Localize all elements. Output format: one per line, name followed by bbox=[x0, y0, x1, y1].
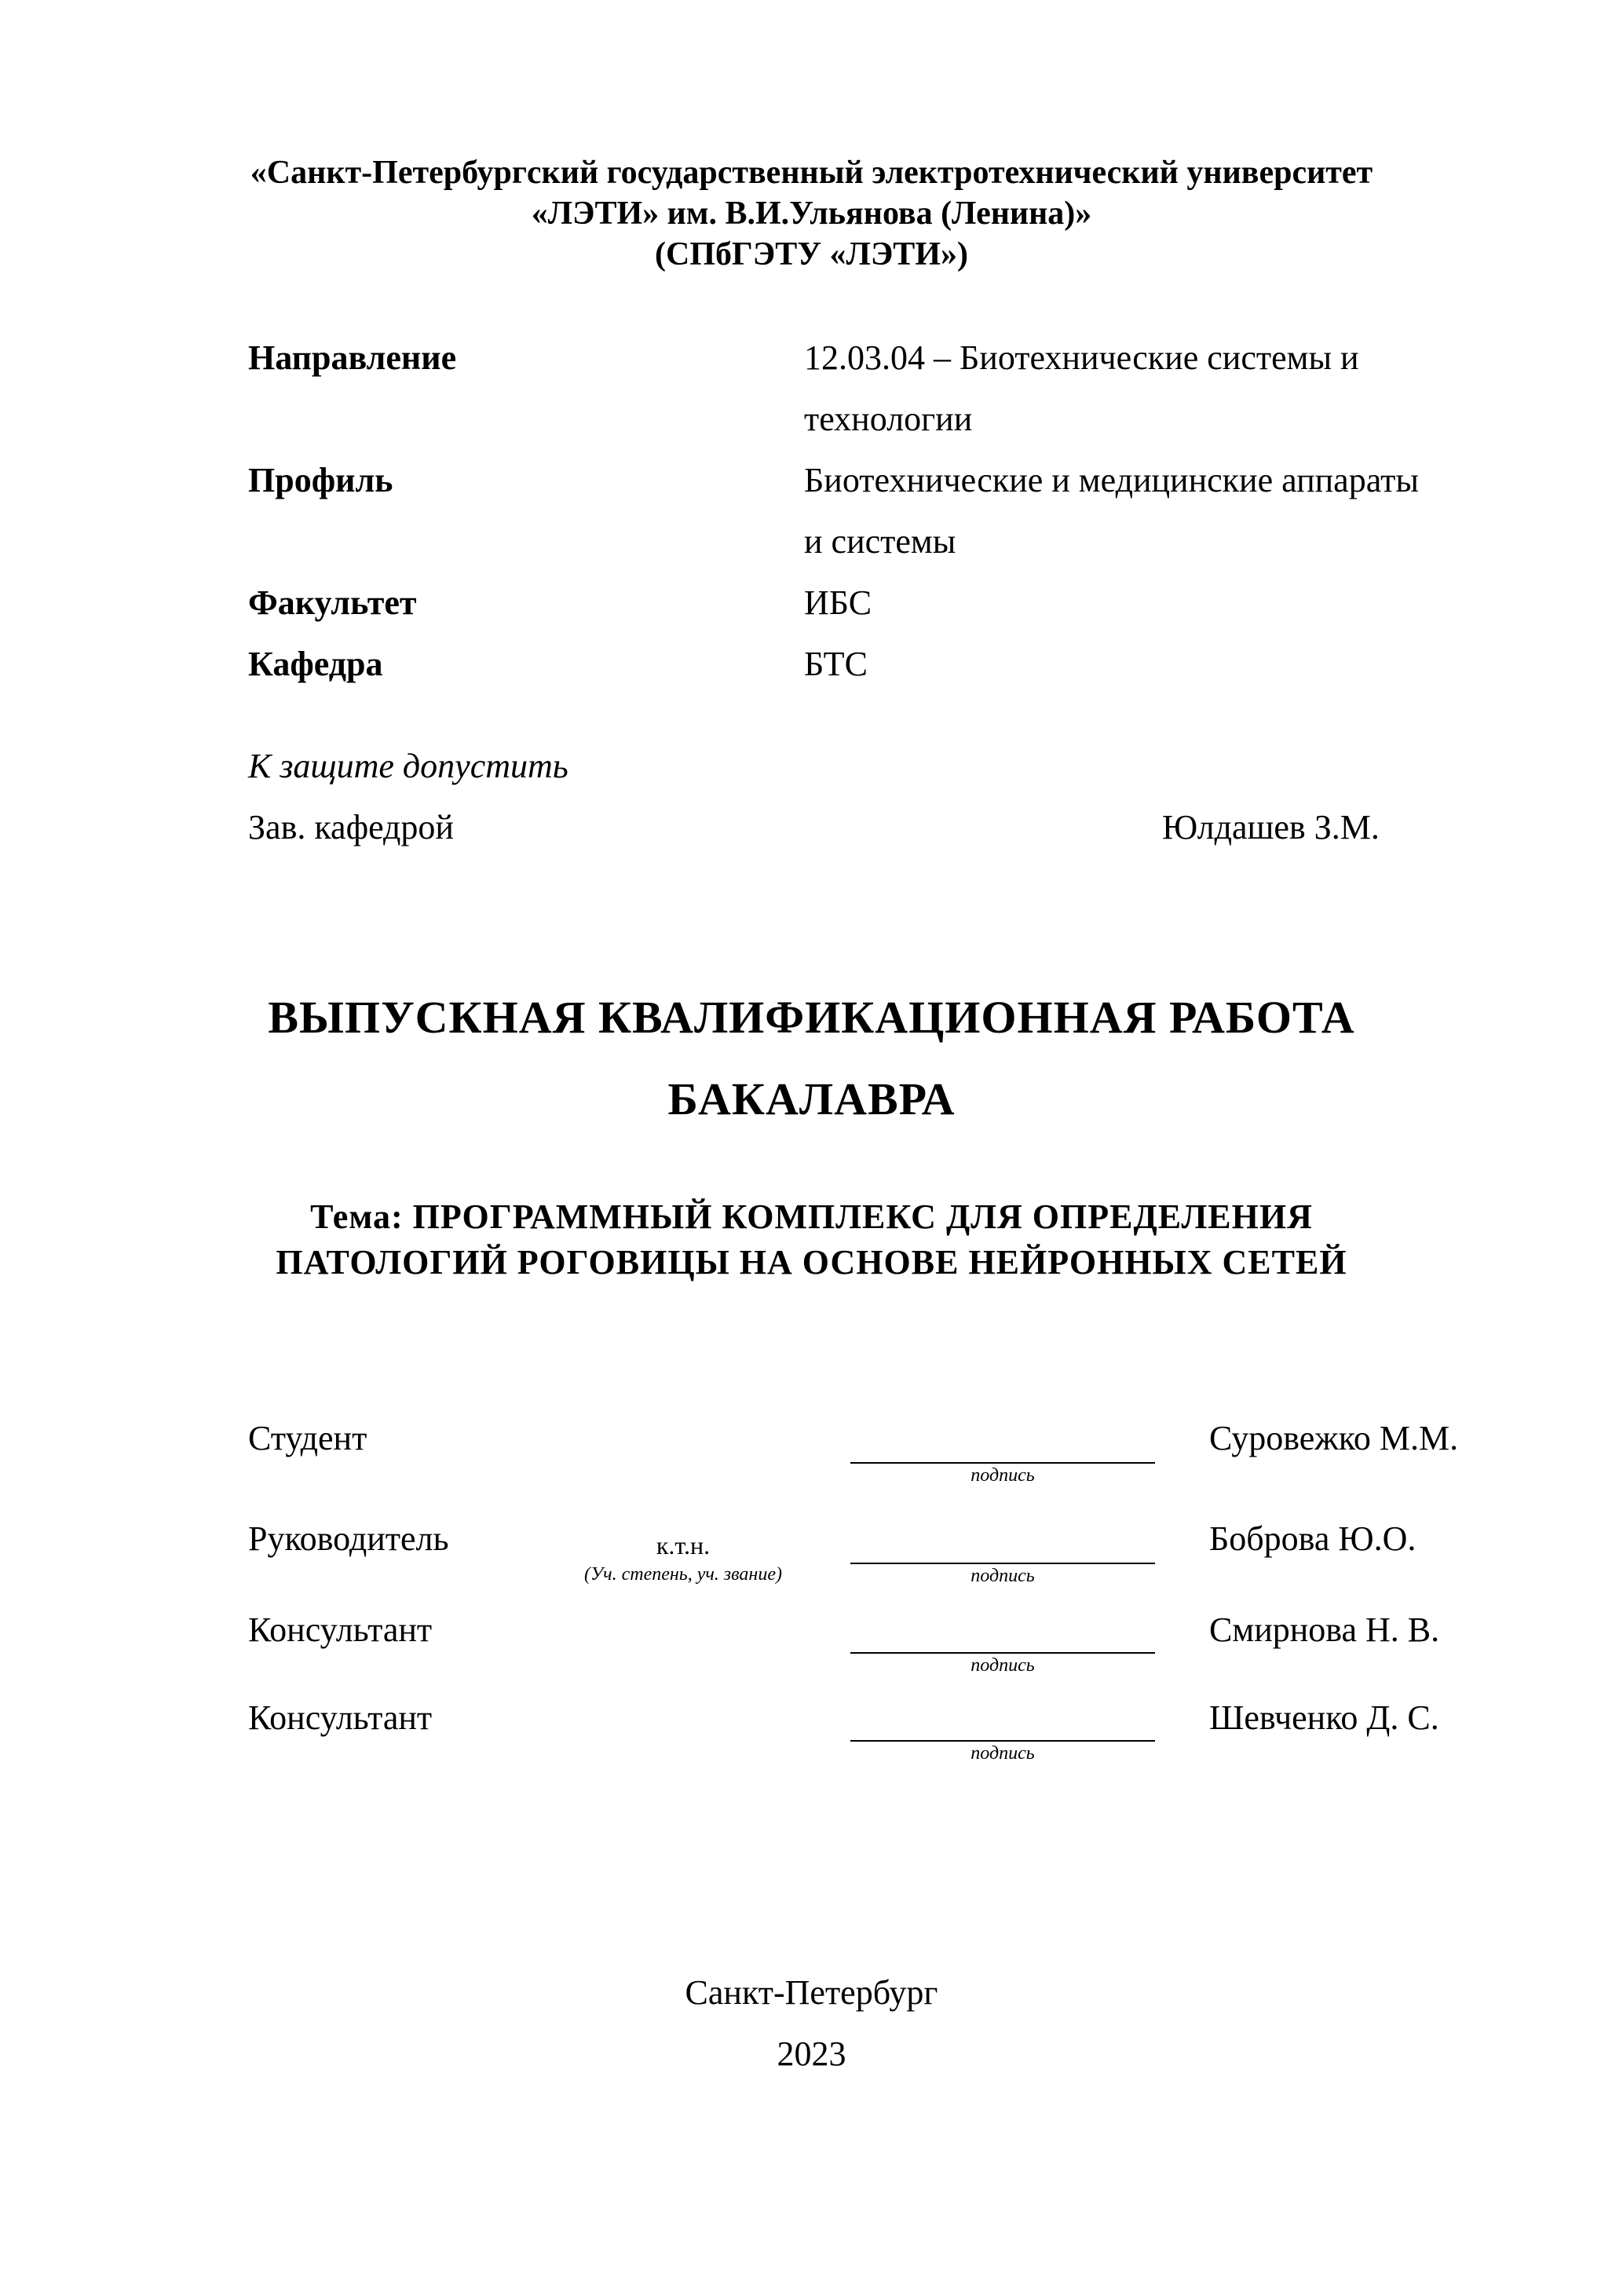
head-of-department-label: Зав. кафедрой bbox=[248, 808, 454, 846]
supervisor-degree-caption: (Уч. степень, уч. звание) bbox=[584, 1564, 782, 1585]
university-name-line-1: «Санкт-Петербургский государственный электротехнический университет bbox=[250, 155, 1373, 191]
university-name-line-2: «ЛЭТИ» им. В.И.Ульянова (Ленина)» bbox=[531, 196, 1092, 232]
year: 2023 bbox=[777, 2035, 846, 2073]
faculty-label: Факультет bbox=[248, 583, 417, 622]
document-title-line-1: ВЫПУСКНАЯ КВАЛИФИКАЦИОННАЯ РАБОТА bbox=[268, 992, 1355, 1043]
supervisor-signature-caption: подпись bbox=[971, 1566, 1035, 1586]
admission-text: К защите допустить bbox=[248, 747, 568, 785]
head-of-department-name: Юлдашев З.М. bbox=[1162, 808, 1380, 846]
student-role: Студент bbox=[248, 1419, 367, 1457]
supervisor-signature-line bbox=[850, 1563, 1155, 1564]
profile-value-line-1: Биотехнические и медицинские аппараты bbox=[804, 461, 1419, 499]
student-signature-caption: подпись bbox=[971, 1465, 1035, 1486]
consultant-2-role: Консультант bbox=[248, 1698, 433, 1737]
topic-line-1: Тема: ПРОГРАММНЫЙ КОМПЛЕКС ДЛЯ ОПРЕДЕЛЕНИЯ bbox=[310, 1197, 1313, 1236]
direction-value-line-1: 12.03.04 – Биотехнические системы и bbox=[804, 338, 1359, 377]
direction-label: Направление bbox=[248, 338, 457, 377]
supervisor-name: Боброва Ю.О. bbox=[1209, 1519, 1416, 1558]
consultant-2-signature-caption: подпись bbox=[971, 1743, 1035, 1764]
student-signature-line bbox=[850, 1462, 1155, 1464]
consultant-1-role: Консультант bbox=[248, 1610, 433, 1649]
university-abbreviation: (СПбГЭТУ «ЛЭТИ») bbox=[655, 236, 968, 272]
consultant-1-name: Смирнова Н. В. bbox=[1209, 1610, 1440, 1649]
supervisor-degree: к.т.н. bbox=[656, 1531, 711, 1559]
direction-value-line-2: технологии bbox=[804, 400, 973, 438]
document-title-line-2: БАКАЛАВРА bbox=[667, 1073, 956, 1124]
city: Санкт-Петербург bbox=[685, 1973, 938, 2012]
consultant-1-signature-caption: подпись bbox=[971, 1655, 1035, 1676]
department-value: БТС bbox=[804, 645, 868, 683]
consultant-1-signature-line bbox=[850, 1652, 1155, 1654]
consultant-2-signature-line bbox=[850, 1740, 1155, 1742]
profile-label: Профиль bbox=[248, 461, 393, 499]
department-label: Кафедра bbox=[248, 645, 383, 683]
faculty-value: ИБС bbox=[804, 583, 872, 622]
consultant-2-name: Шевченко Д. С. bbox=[1209, 1698, 1439, 1737]
profile-value-line-2: и системы bbox=[804, 522, 956, 561]
supervisor-role: Руководитель bbox=[248, 1519, 449, 1558]
topic-line-2: ПАТОЛОГИЙ РОГОВИЦЫ НА ОСНОВЕ НЕЙРОННЫХ СЕТЕЙ bbox=[276, 1243, 1347, 1281]
student-name: Суровежко М.М. bbox=[1209, 1419, 1459, 1457]
